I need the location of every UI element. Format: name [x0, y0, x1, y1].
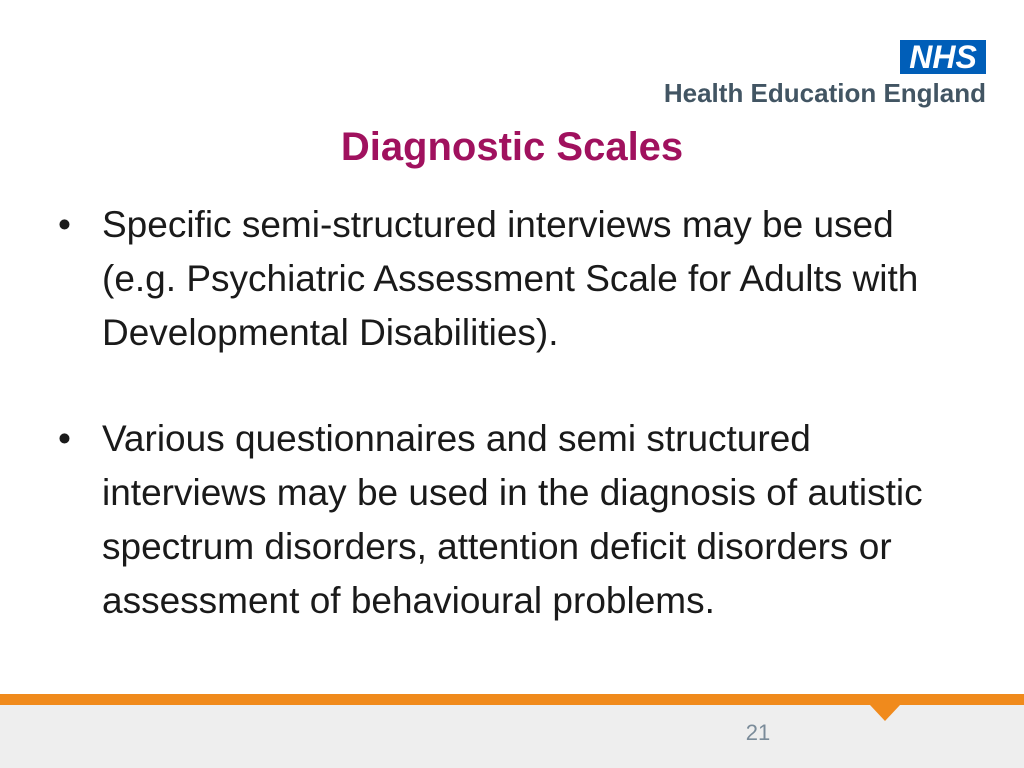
bullet-item	[58, 412, 958, 628]
organization-name: Health Education England	[663, 78, 986, 108]
bullet-text: Various questionnaires and semi structured interviews may be used in the diagnosis of autistic spectrum disorders, attention deficit disorders or assessment of behavioural problems.	[102, 418, 923, 621]
bullet-text: Specific semi-structured interviews may be used (e.g. Psychiatric Assessment Scale for Adults with Developmental Disabilities).	[102, 204, 919, 353]
bullet-point-icon: •	[58, 204, 71, 245]
footer-decoration	[0, 694, 1024, 768]
bullet-item	[58, 198, 958, 360]
bullet-point-icon: •	[58, 418, 71, 459]
nhs-hee-logo	[626, 40, 986, 112]
slide-title: Diagnostic Scales	[340, 125, 684, 169]
bullet-list	[58, 198, 958, 628]
footer-band	[0, 694, 1024, 768]
page-number: 21	[745, 720, 771, 745]
nhs-badge: NHS	[900, 40, 986, 74]
